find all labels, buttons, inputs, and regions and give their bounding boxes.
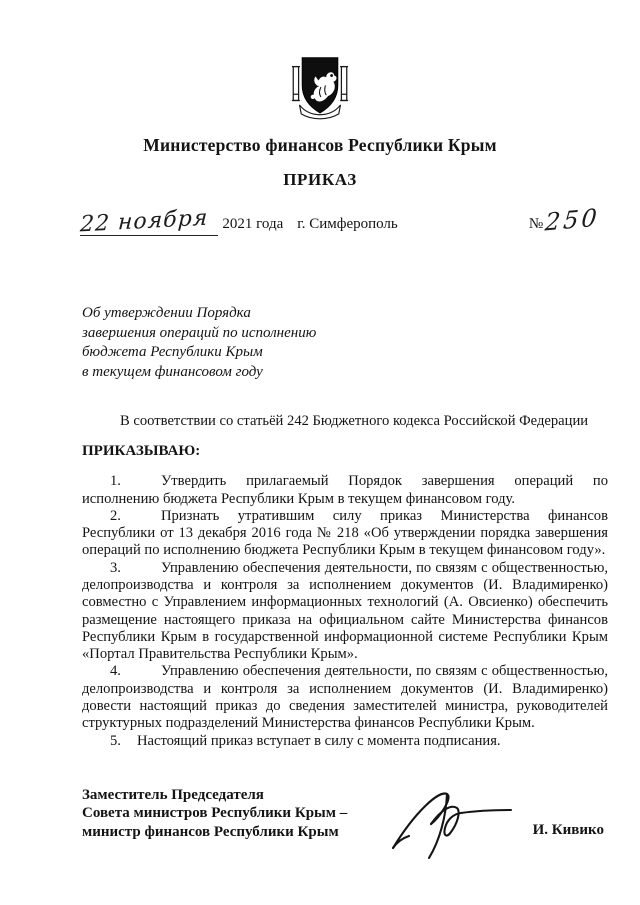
handwritten-date-underline xyxy=(79,205,218,238)
item-number: 1. xyxy=(110,473,121,490)
handwritten-signature-icon xyxy=(347,786,532,842)
crimea-coat-of-arms-icon xyxy=(0,0,640,121)
date-year: 2021 года xyxy=(222,216,284,232)
item-text: Управлению обеспечения деятельности, по связям с общественностью, делопроизводства и контроля за исполнением документов (И. Владимиренко) довести настоящий приказ до сведения заместителей министра, руководителей структурных подразделений Министерства финансов Республики Крым. xyxy=(82,663,608,732)
handwritten-number: 250 xyxy=(544,203,602,237)
order-items xyxy=(82,473,608,750)
document-type: ПРИКАЗ xyxy=(283,170,357,189)
item-number: 2. xyxy=(110,507,121,524)
preamble: В соответствии со статьёй 242 Бюджетного кодекса Российской Федерации xyxy=(120,413,589,429)
item-number: 3. xyxy=(110,559,121,576)
order-item xyxy=(82,560,608,664)
organization-name: Министерство финансов Республики Крым xyxy=(143,135,497,155)
signature-block xyxy=(82,786,604,842)
number-sign: № xyxy=(528,216,544,232)
subject-line: Об утверждении Порядка xyxy=(82,305,251,321)
handwritten-date: 22 ноября xyxy=(79,205,209,238)
order-item xyxy=(82,663,608,732)
date-cell xyxy=(79,205,284,238)
order-item xyxy=(82,733,608,750)
signer-name: И. Кивико xyxy=(532,821,604,838)
signer-position-line: министр финансов Республики Крым xyxy=(82,823,339,840)
order-word: ПРИКАЗЫВАЮ: xyxy=(82,443,201,460)
signer-position-line: Совета министров Республики Крым – xyxy=(82,805,348,822)
item-text: Настоящий приказ вступает в силу с момента подписания. xyxy=(136,732,501,749)
city: г. Симферополь xyxy=(297,216,398,232)
dateline xyxy=(79,203,602,246)
item-number: 5. xyxy=(110,732,121,749)
order-item xyxy=(82,508,608,560)
item-text: Признать утратившим силу приказ Министерства финансов Республики от 13 декабря 2016 года № 218 «Об утверждении порядка завершения операций по исполнению бюджета Республики Крым в текущем финансовом году». xyxy=(82,507,608,559)
subject-block xyxy=(82,304,640,382)
subject-line: бюджета Республики Крым xyxy=(82,344,263,360)
item-text: Управлению обеспечения деятельности, по связям с общественностью, делопроизводства и контроля за исполнением документов (И. Владимиренко) совместно с Управлением информационных технологий (А. Овсиенко) обеспечить размещение настоящего приказа на официальном сайте Министерства финансов Республики Крым в государственной информационной системе Республики Крым «Портал Правительства Республики Крым». xyxy=(82,559,608,663)
order-item xyxy=(82,473,608,508)
item-number: 4. xyxy=(110,663,121,680)
document-number xyxy=(528,203,602,237)
subject-line: в текущем финансовом году xyxy=(82,363,263,380)
signer-position-line: Заместитель Председателя xyxy=(82,786,264,803)
item-text: Утвердить прилагаемый Порядок завершения операций по исполнению бюджета Республики Крым в текущем финансовом году. xyxy=(82,473,608,507)
signer-position xyxy=(82,786,347,842)
subject-line: завершения операций по исполнению xyxy=(82,324,317,341)
